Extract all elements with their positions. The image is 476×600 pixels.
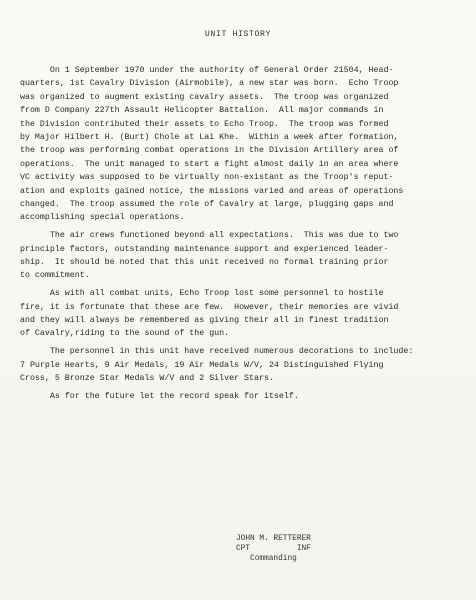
document-body — [20, 64, 472, 403]
text-line: principle factors, outstanding maintenance support and experienced leader- — [20, 244, 389, 254]
text-line: was organized to augment existing cavalry assets. The troop was organized — [20, 92, 389, 102]
text-line: The personnel in this unit have received numerous decorations to include: — [20, 347, 414, 357]
text-line: of Cavalry,riding to the sound of the gun. — [20, 329, 230, 339]
paragraph-3 — [20, 287, 472, 341]
text-line: fire, it is fortunate that these are few. However, their memories are vivid — [20, 302, 399, 312]
signature-block — [236, 534, 311, 564]
text-line: quarters, 1st Cavalry Division (Airmobile), a new star was born. Echo Troop — [20, 79, 399, 89]
text-line: from D Company 227th Assault Helicopter Battalion. All major commands in — [20, 106, 384, 116]
paragraph-2 — [20, 229, 472, 283]
text-line: changed. The troop assumed the role of Cavalry at large, plugging gaps and — [20, 199, 394, 209]
text-line: On 1 September 1970 under the authority of General Order 21504, Head- — [20, 66, 394, 75]
text-line: and they will always be remembered as giving their all in finest tradition — [20, 316, 389, 326]
text-line: As for the future let the record speak for itself. — [20, 391, 299, 401]
page-title: UNIT HISTORY — [204, 30, 272, 39]
text-line: ship. It should be noted that this unit received no formal training prior — [20, 257, 389, 267]
text-line: accomplishing special operations. — [20, 213, 185, 223]
text-line: As with all combat units, Echo Troop lost some personnel to hostile — [20, 289, 384, 299]
signature-role: Commanding — [236, 555, 297, 563]
text-line: to commitment. — [20, 271, 90, 281]
text-line: ation and exploits gained notice, the missions varied and areas of operations — [20, 186, 404, 196]
text-line: VC activity was supposed to be virtually non-existant as the Troop's reput- — [20, 173, 394, 183]
signature-name: JOHN M. RETTERER — [236, 535, 311, 543]
paragraph-4 — [20, 345, 472, 385]
text-line: the troop was performing combat operations in the Division Artillery area of — [20, 146, 399, 156]
signature-rank: CPT INF — [236, 545, 311, 553]
text-line: operations. The unit managed to start a fight almost daily in an area where — [20, 159, 399, 169]
paragraph-5 — [20, 390, 472, 403]
text-line: the Division contributed their assets to Echo Troop. The troop was formed — [20, 119, 389, 129]
text-line: by Major Hilbert H. (Burt) Chole at Lai Khe. Within a week after formation, — [20, 132, 399, 142]
paragraph-1 — [20, 64, 472, 225]
text-line: The air crews functioned beyond all expectations. This was due to two — [20, 231, 399, 241]
text-line: Cross, 5 Bronze Star Medals W/V and 2 Silver Stars. — [20, 374, 274, 384]
text-line: 7 Purple Hearts, 9 Air Medals, 19 Air Medals W/V, 24 Distinguished Flying — [20, 360, 384, 370]
